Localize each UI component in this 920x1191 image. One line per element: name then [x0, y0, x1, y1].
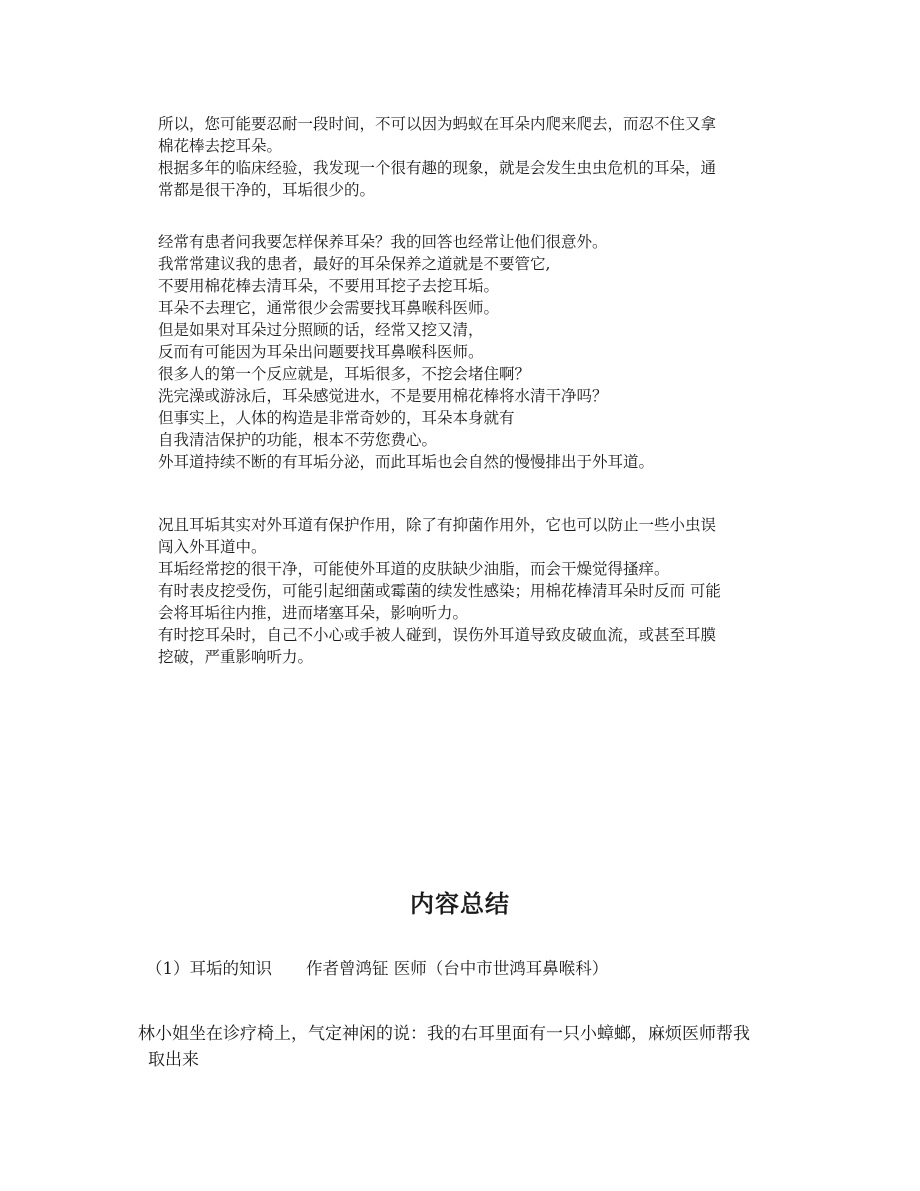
text-line: 挖破，严重影响听力。	[158, 648, 314, 666]
text-line: 但是如果对耳朵过分照顾的话，经常又挖又清，	[158, 321, 484, 339]
section-title: 内容总结	[410, 890, 510, 918]
text-line: 耳垢经常挖的很干净，可能使外耳道的皮肤缺少油脂，而会干燥觉得搔痒。	[158, 560, 670, 578]
text-line: 耳朵不去理它，通常很少会需要找耳鼻喉科医师。	[158, 299, 500, 317]
paragraph-block-2	[158, 231, 818, 473]
subheading-topic: （1）耳垢的知识	[146, 959, 272, 978]
text-line: 外耳道持续不断的有耳垢分泌，而此耳垢也会自然的慢慢排出于外耳道。	[158, 453, 655, 471]
text-line: 闯入外耳道中。	[158, 538, 267, 556]
text-line: 况且耳垢其实对外耳道有保护作用，除了有抑菌作用外，它也可以防止一些小虫误	[158, 516, 717, 534]
text-line: 所以，您可能要忍耐一段时间，不可以因为蚂蚁在耳朵内爬来爬去，而忍不住又拿	[158, 115, 717, 133]
text-line: 取出来	[148, 1050, 199, 1070]
text-line: 常都是很干净的，耳垢很少的。	[158, 181, 376, 199]
text-line: 但事实上，人体的构造是非常奇妙的，耳朵本身就有	[158, 409, 515, 427]
text-line: 洗完澡或游泳后，耳朵感觉进水，不是要用棉花棒将水清干净吗？	[158, 387, 608, 405]
text-line: 我常常建议我的患者，最好的耳朵保养之道就是不要管它,	[158, 255, 551, 273]
section-subheading	[146, 955, 608, 979]
story-paragraph	[138, 1021, 858, 1073]
text-line: 会将耳垢往内推，进而堵塞耳朵，影响听力。	[158, 604, 469, 622]
text-line: 根据多年的临床经验，我发现一个很有趣的现象，就是会发生虫虫危机的耳朵，通	[158, 159, 717, 177]
text-line: 林小姐坐在诊疗椅上，气定神闲的说：我的右耳里面有一只小蟑螂，麻烦医师帮我	[138, 1024, 750, 1044]
subheading-author: 作者曾鸿钲 医师（台中市世鸿耳鼻喉科）	[306, 959, 609, 978]
paragraph-block-3	[158, 514, 818, 668]
text-line: 经常有患者问我要怎样保养耳朵？我的回答也经常让他们很意外。	[158, 233, 608, 251]
text-line: 有时表皮挖受伤，可能引起细菌或霉菌的续发性感染；用棉花棒清耳朵时反而 可能	[158, 582, 721, 600]
text-line: 不要用棉花棒去清耳朵，不要用耳挖子去挖耳垢。	[158, 277, 500, 295]
text-line: 自我清洁保护的功能，根本不劳您费心。	[158, 431, 438, 449]
text-line: 有时挖耳朵时，自己不小心或手被人碰到，误伤外耳道导致皮破血流，或甚至耳膜	[158, 626, 717, 644]
text-line: 棉花棒去挖耳朵。	[158, 137, 283, 155]
text-line: 反而有可能因为耳朵出问题要找耳鼻喉科医师。	[158, 343, 484, 361]
paragraph-block-1	[158, 113, 818, 201]
text-line: 很多人的第一个反应就是，耳垢很多，不挖会堵住啊？	[158, 365, 531, 383]
